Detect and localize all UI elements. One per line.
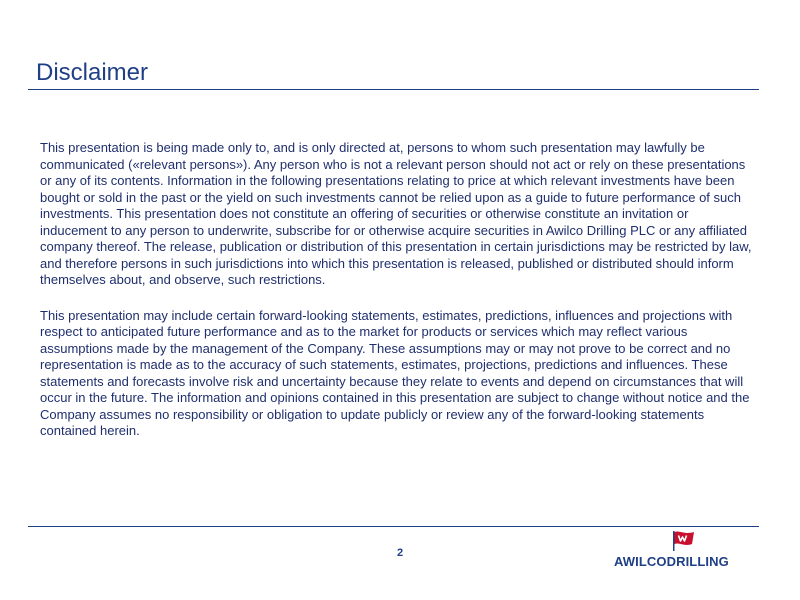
logo-word-drilling: DRILLING <box>666 554 729 569</box>
disclaimer-paragraph-2: This presentation may include certain forward-looking statements, estimates, predictions, influences and projections with respect to anticipated future performance and as to the market for products or services which may reflect various assumptions made by the management of the Company. These assumptions may or may not prove to be correct and no representation is made as to the accuracy of such statements, estimates, projections, predictions and influences. These statements and forecasts involve risk and uncertainty because they relate to events and depend on circumstances that will occur in the future. The information and opinions contained in this presentation are subject to change without notice and the Company assumes no responsibility or obligation to update publicly or review any of the forward-looking statements contained herein. <box>40 307 750 438</box>
title-divider <box>28 89 759 90</box>
flag-icon <box>670 530 698 552</box>
page-title: Disclaimer <box>36 59 149 86</box>
disclaimer-paragraph-1: This presentation is being made only to, and is only directed at, persons to whom such presentation may lawfully be communicated («relevant persons»). Any person who is not a relevant person should not act or rely on these presentations or any of its contents. Information in the following presentations relating to price at which relevant investments have been bought or sold in the past or the yield on such investments cannot be relied upon as a guide to future performance of such investments. This presentation does not constitute an offering of securities or otherwise constitute an invitation or inducement to any person to underwrite, subscribe for or otherwise acquire securities in Awilco Drilling PLC or any affiliated company thereof. The release, publication or distribution of this presentation in certain jurisdictions may be restricted by law, and therefore persons in such jurisdictions into which this presentation is released, published or distributed should inform themselves about, and observe, such restrictions. <box>40 140 752 287</box>
logo-wordmark <box>614 554 729 569</box>
footer-divider <box>28 526 759 527</box>
company-logo <box>612 530 762 572</box>
disclaimer-body <box>40 140 756 459</box>
logo-word-awilco: AWILCO <box>614 554 667 569</box>
page-number: 2 <box>396 547 404 559</box>
